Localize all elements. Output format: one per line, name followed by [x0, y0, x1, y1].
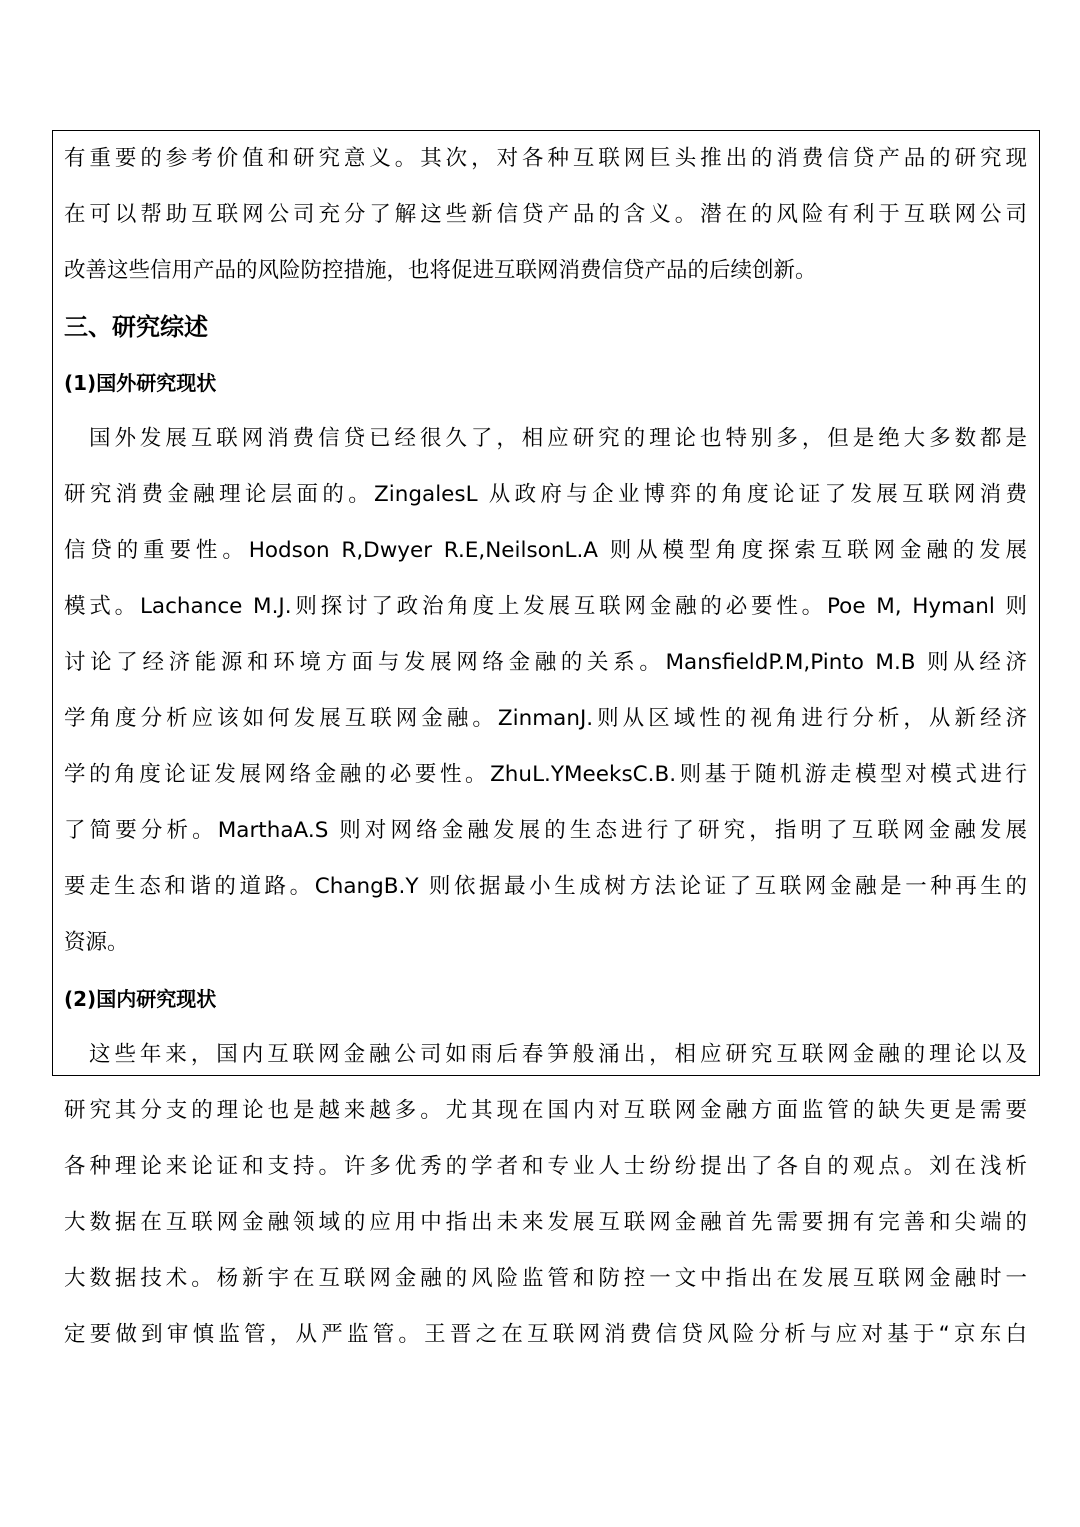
text-line: 大数据在互联网金融领域的应用中指出未来发展互联网金融首先需要拥有完善和尖端的: [64, 1210, 1027, 1235]
text-line: 要走生态和谐的道路。ChangB.Y 则依据最小生成树方法论证了互联网金融是一种再生的: [64, 874, 1027, 899]
text-line: 了简要分析。MarthaA.S 则对网络金融发展的生态进行了研究，指明了互联网金融发展: [64, 818, 1027, 843]
text-line: 各种理论来论证和支持。许多优秀的学者和专业人士纷纷提出了各自的观点。刘在浅析: [64, 1154, 1027, 1179]
document-frame: [52, 130, 1040, 1347]
sub-heading-domestic: (2)国内研究现状: [64, 987, 217, 1011]
text-line: 研究其分支的理论也是越来越多。尤其现在国内对互联网金融方面监管的缺失更是需要: [64, 1098, 1027, 1123]
text-line: 学的角度论证发展网络金融的必要性。ZhuL.YMeeksC.B.则基于随机游走模型对模式进行: [64, 762, 1027, 787]
text-line: 国外发展互联网消费信贷已经很久了，相应研究的理论也特别多，但是绝大多数都是: [89, 426, 1027, 451]
text-line: 讨论了经济能源和环境方面与发展网络金融的关系。MansfieldP.M,Pinto M.B 则从经济: [64, 650, 1027, 675]
text-line: 定要做到审慎监管，从严监管。王晋之在互联网消费信贷风险分析与应对基于“京东白: [64, 1322, 1027, 1347]
text-line: 改善这些信用产品的风险防控措施，也将促进互联网消费信贷产品的后续创新。: [64, 258, 817, 283]
text-line: 研究消费金融理论层面的。ZingalesL 从政府与企业博弈的角度论证了发展互联网消费: [64, 482, 1027, 507]
text-line: 在可以帮助互联网公司充分了解这些新信贷产品的含义。潜在的风险有利于互联网公司: [64, 202, 1027, 227]
text-line: 学角度分析应该如何发展互联网金融。ZinmanJ.则从区域性的视角进行分析，从新经济: [64, 706, 1027, 731]
text-line: 资源。: [64, 930, 129, 955]
text-line: 有重要的参考价值和研究意义。其次，对各种互联网巨头推出的消费信贷产品的研究现: [64, 146, 1027, 171]
text-line: 这些年来，国内互联网金融公司如雨后春笋般涌出，相应研究互联网金融的理论以及: [89, 1042, 1027, 1067]
section-heading: 三、研究综述: [64, 313, 208, 341]
text-line: 信贷的重要性。Hodson R,Dwyer R.E,NeilsonL.A 则从模型角度探索互联网金融的发展: [64, 538, 1027, 563]
sub-heading-foreign: (1)国外研究现状: [64, 371, 217, 395]
text-line: 模式。Lachance M.J.则探讨了政治角度上发展互联网金融的必要性。Poe M, Hymanl 则: [64, 594, 1027, 619]
text-line: 大数据技术。杨新宇在互联网金融的风险监管和防控一文中指出在发展互联网金融时一: [64, 1266, 1027, 1291]
